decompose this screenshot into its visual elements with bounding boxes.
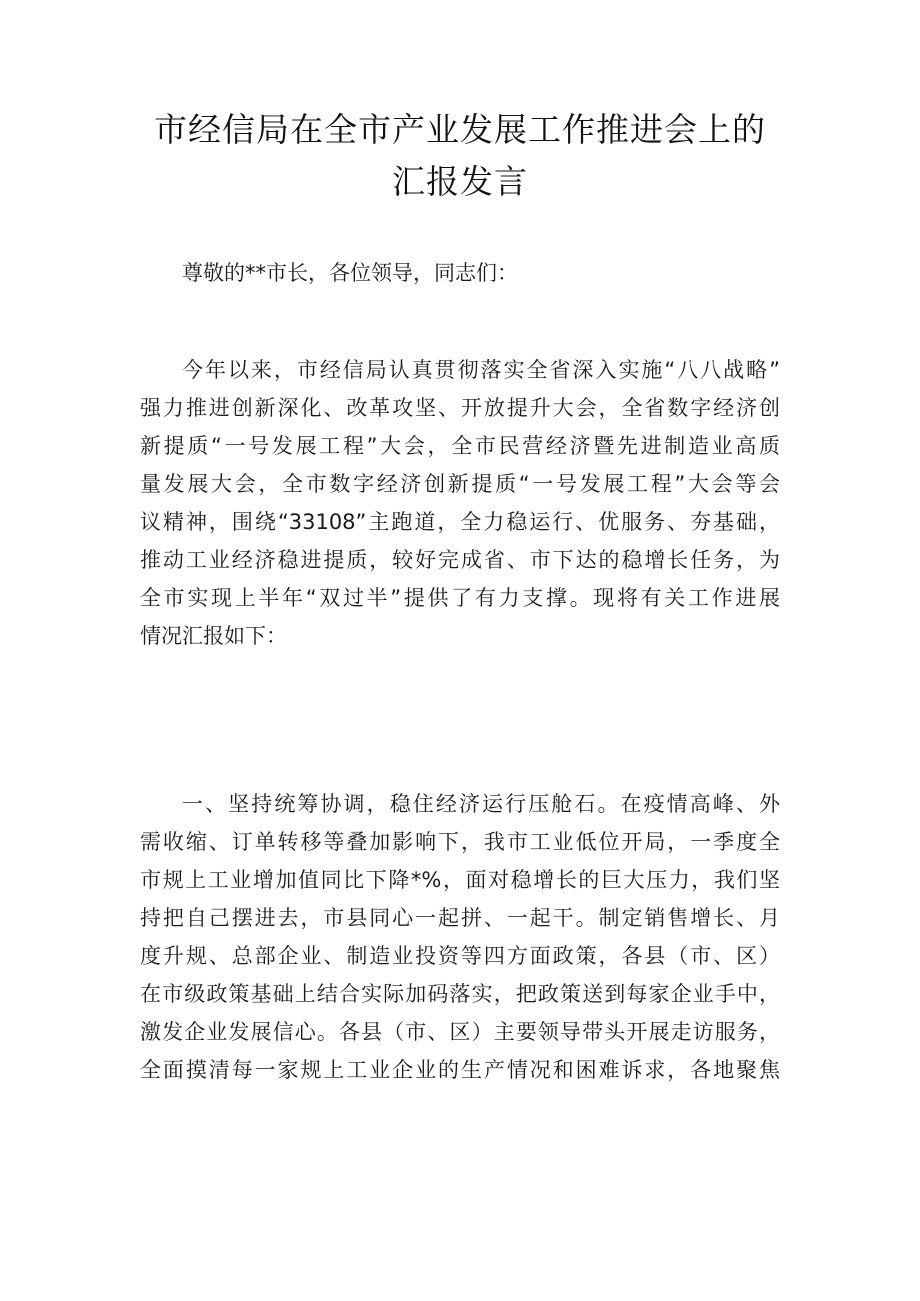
- paragraph-line: 情况汇报如下：: [140, 624, 287, 648]
- paragraph-intro: [140, 351, 780, 655]
- paragraph-line: 市规上工业增加值同比下降*%，面对稳增长的巨大压力，我们坚: [140, 868, 780, 892]
- paragraph-line: 激发企业发展信心。各县（市、区）主要领导带头开展走访服务，: [140, 1020, 780, 1044]
- document-title-line-1: 市经信局在全市产业发展工作推进会上的: [154, 110, 766, 149]
- paragraph-line: 度升规、总部企业、制造业投资等四方面政策，各县（市、区）: [140, 944, 780, 968]
- paragraph-line: 全面摸清每一家规上工业企业的生产情况和困难诉求，各地聚焦: [140, 1058, 780, 1082]
- paragraph-line: 持把自己摆进去，市县同心一起拼、一起干。制定销售增长、月: [140, 906, 780, 930]
- paragraph-section-one: [140, 785, 780, 1089]
- document-title-line-2: 汇报发言: [392, 162, 528, 201]
- paragraph-line: 新提质“一号发展工程”大会，全市民营经济暨先进制造业高质: [140, 434, 780, 458]
- paragraph-line: 议精神，围绕“33108”主跑道，全力稳运行、优服务、夯基础，: [140, 510, 780, 534]
- paragraph-line: 推动工业经济稳进提质，较好完成省、市下达的稳增长任务，为: [140, 548, 780, 572]
- paragraph-line: 今年以来，市经信局认真贯彻落实全省深入实施“八八战略”: [182, 358, 780, 382]
- paragraph-line: 强力推进创新深化、改革攻坚、开放提升大会，全省数字经济创: [140, 396, 780, 420]
- paragraph-line: 量发展大会，全市数字经济创新提质“一号发展工程”大会等会: [140, 472, 780, 496]
- paragraph-line: 全市实现上半年“双过半”提供了有力支撑。现将有关工作进展: [140, 586, 780, 610]
- paragraph-line: 需收缩、订单转移等叠加影响下，我市工业低位开局，一季度全: [140, 830, 780, 854]
- paragraph-line: 一、坚持统筹协调，稳住经济运行压舱石。在疫情高峰、外: [182, 792, 780, 816]
- salutation: [140, 254, 780, 292]
- paragraph-line: 在市级政策基础上结合实际加码落实，把政策送到每家企业手中，: [140, 982, 780, 1006]
- salutation-text: 尊敬的**市长，各位领导，同志们：: [182, 261, 518, 285]
